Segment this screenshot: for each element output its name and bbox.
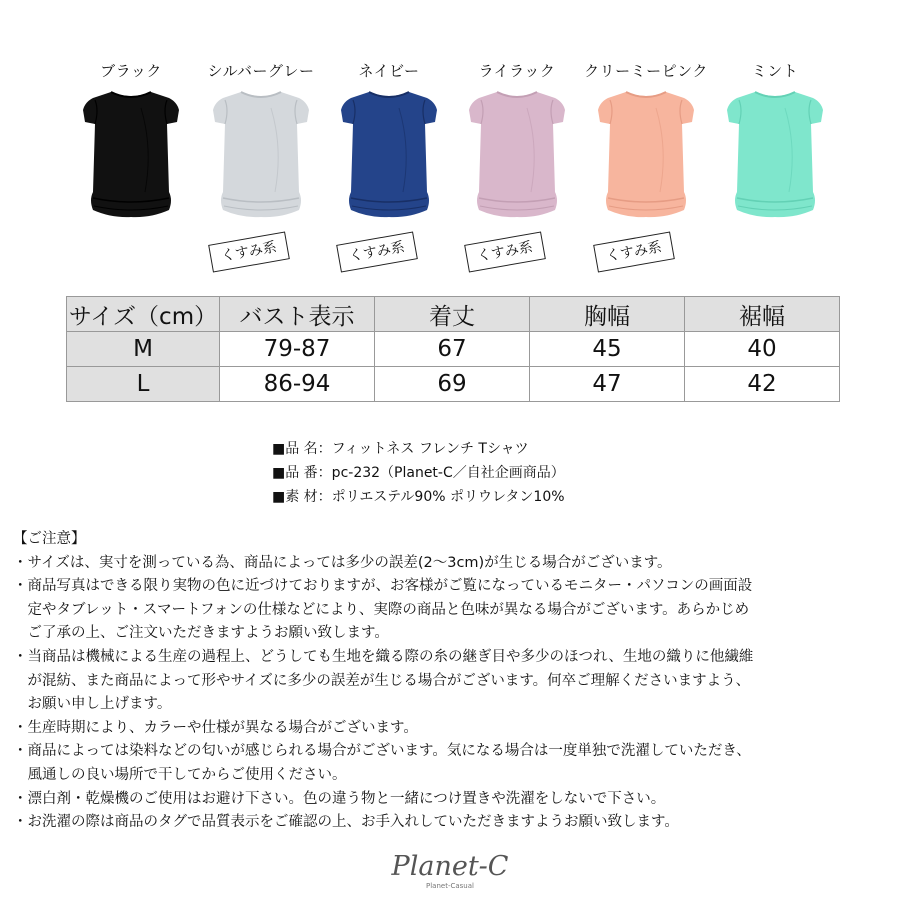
- product-spec: [272, 437, 565, 509]
- color-item-mint: [710, 0, 840, 290]
- table-header-row: [67, 297, 840, 332]
- table-cell: 69: [375, 367, 530, 402]
- color-name: ライラック: [478, 62, 556, 80]
- shirt-image: [211, 88, 311, 220]
- note-line: が混紡、また商品によって形やサイズに多少の誤差が生じる場合がございます。何卒ご理解くださいますよう、: [13, 672, 751, 689]
- tag-label: くすみ系: [336, 231, 418, 272]
- table-row: [67, 332, 840, 367]
- table-row: [67, 367, 840, 402]
- color-item-creamy-pink: [581, 0, 711, 290]
- note-line: お願い申し上げます。: [13, 696, 172, 713]
- color-name: ミント: [751, 62, 799, 80]
- shirt-image: [725, 88, 825, 220]
- color-name: ブラック: [100, 62, 162, 80]
- note-line: ・生産時期により、カラーや仕様が異なる場合がございます。: [13, 719, 418, 736]
- spec-material: ■素 材：ポリエステル90% ポリウレタン10%: [272, 489, 565, 505]
- color-name: クリーミーピンク: [584, 62, 708, 80]
- tag-label: くすみ系: [593, 231, 675, 272]
- note-line: ・サイズは、実寸を測っている為、商品によっては多少の誤差(2〜3cm)が生じる場合がございます。: [13, 554, 672, 571]
- table-header: バスト表示: [220, 297, 375, 332]
- color-name: ネイビー: [358, 62, 420, 80]
- table-header: 着丈: [375, 297, 530, 332]
- color-item-navy: [324, 0, 454, 290]
- spec-name: ■品 名：フィットネス フレンチ Tシャツ: [272, 441, 529, 457]
- table-cell: 86-94: [220, 367, 375, 402]
- table-cell: 67: [375, 332, 530, 367]
- shirt-image: [596, 88, 696, 220]
- tag-label: くすみ系: [208, 231, 290, 272]
- note-line: ・商品によっては染料などの匂いが感じられる場合がございます。気になる場合は一度単独で洗濯していただき、: [13, 743, 751, 760]
- tag-label: くすみ系: [464, 231, 546, 272]
- table-cell: 42: [685, 367, 840, 402]
- size-table: [66, 296, 840, 402]
- color-item-silver-grey: [196, 0, 326, 290]
- note-line: ・商品写真はできる限り実物の色に近づけておりますが、お客様がご覧になっているモニター・パソコンの画面設: [13, 578, 753, 595]
- table-header: 胸幅: [530, 297, 685, 332]
- table-cell: 79-87: [220, 332, 375, 367]
- table-header: サイズ（cm）: [67, 297, 220, 332]
- table-cell: 47: [530, 367, 685, 402]
- color-name: シルバーグレー: [207, 62, 315, 80]
- shirt-image: [339, 88, 439, 220]
- note-line: ・漂白剤・乾燥機のご使用はお避け下さい。色の違う物と一緒につけ置きや洗濯をしないで下さい。: [13, 790, 666, 807]
- shirt-image: [81, 88, 181, 220]
- table-cell: 40: [685, 332, 840, 367]
- note-line: ・お洗濯の際は商品のタグで品質表示をご確認の上、お手入れしていただきますようお願い致します。: [13, 814, 679, 831]
- note-line: 定やタブレット・スマートフォンの仕様などにより、実際の商品と色味が異なる場合がございます。あらかじめ: [13, 601, 750, 618]
- note-line: ご了承の上、ご注文いただきますようお願い致します。: [13, 625, 389, 642]
- color-variants: [0, 0, 900, 290]
- table-header: 裾幅: [685, 297, 840, 332]
- table-cell: M: [67, 332, 220, 367]
- shirt-image: [467, 88, 567, 220]
- color-item-lilac: [452, 0, 582, 290]
- notes-section: [13, 528, 893, 835]
- brand-logo: [380, 852, 520, 896]
- notes-title: 【ご注意】: [13, 531, 86, 547]
- logo-tagline: Planet-Casual: [426, 882, 474, 890]
- note-line: 風通しの良い場所で干してからご使用ください。: [13, 766, 347, 783]
- logo-wordmark: Planet-C: [391, 851, 509, 882]
- note-line: ・当商品は機械による生産の過程上、どうしても生地を織る際の糸の継ぎ目や多少のほつれ、生地の織りに他繊維: [13, 648, 754, 665]
- color-item-black: [66, 0, 196, 290]
- table-cell: L: [67, 367, 220, 402]
- spec-number: ■品 番：pc-232（Planet-C／自社企画商品）: [272, 465, 565, 481]
- table-cell: 45: [530, 332, 685, 367]
